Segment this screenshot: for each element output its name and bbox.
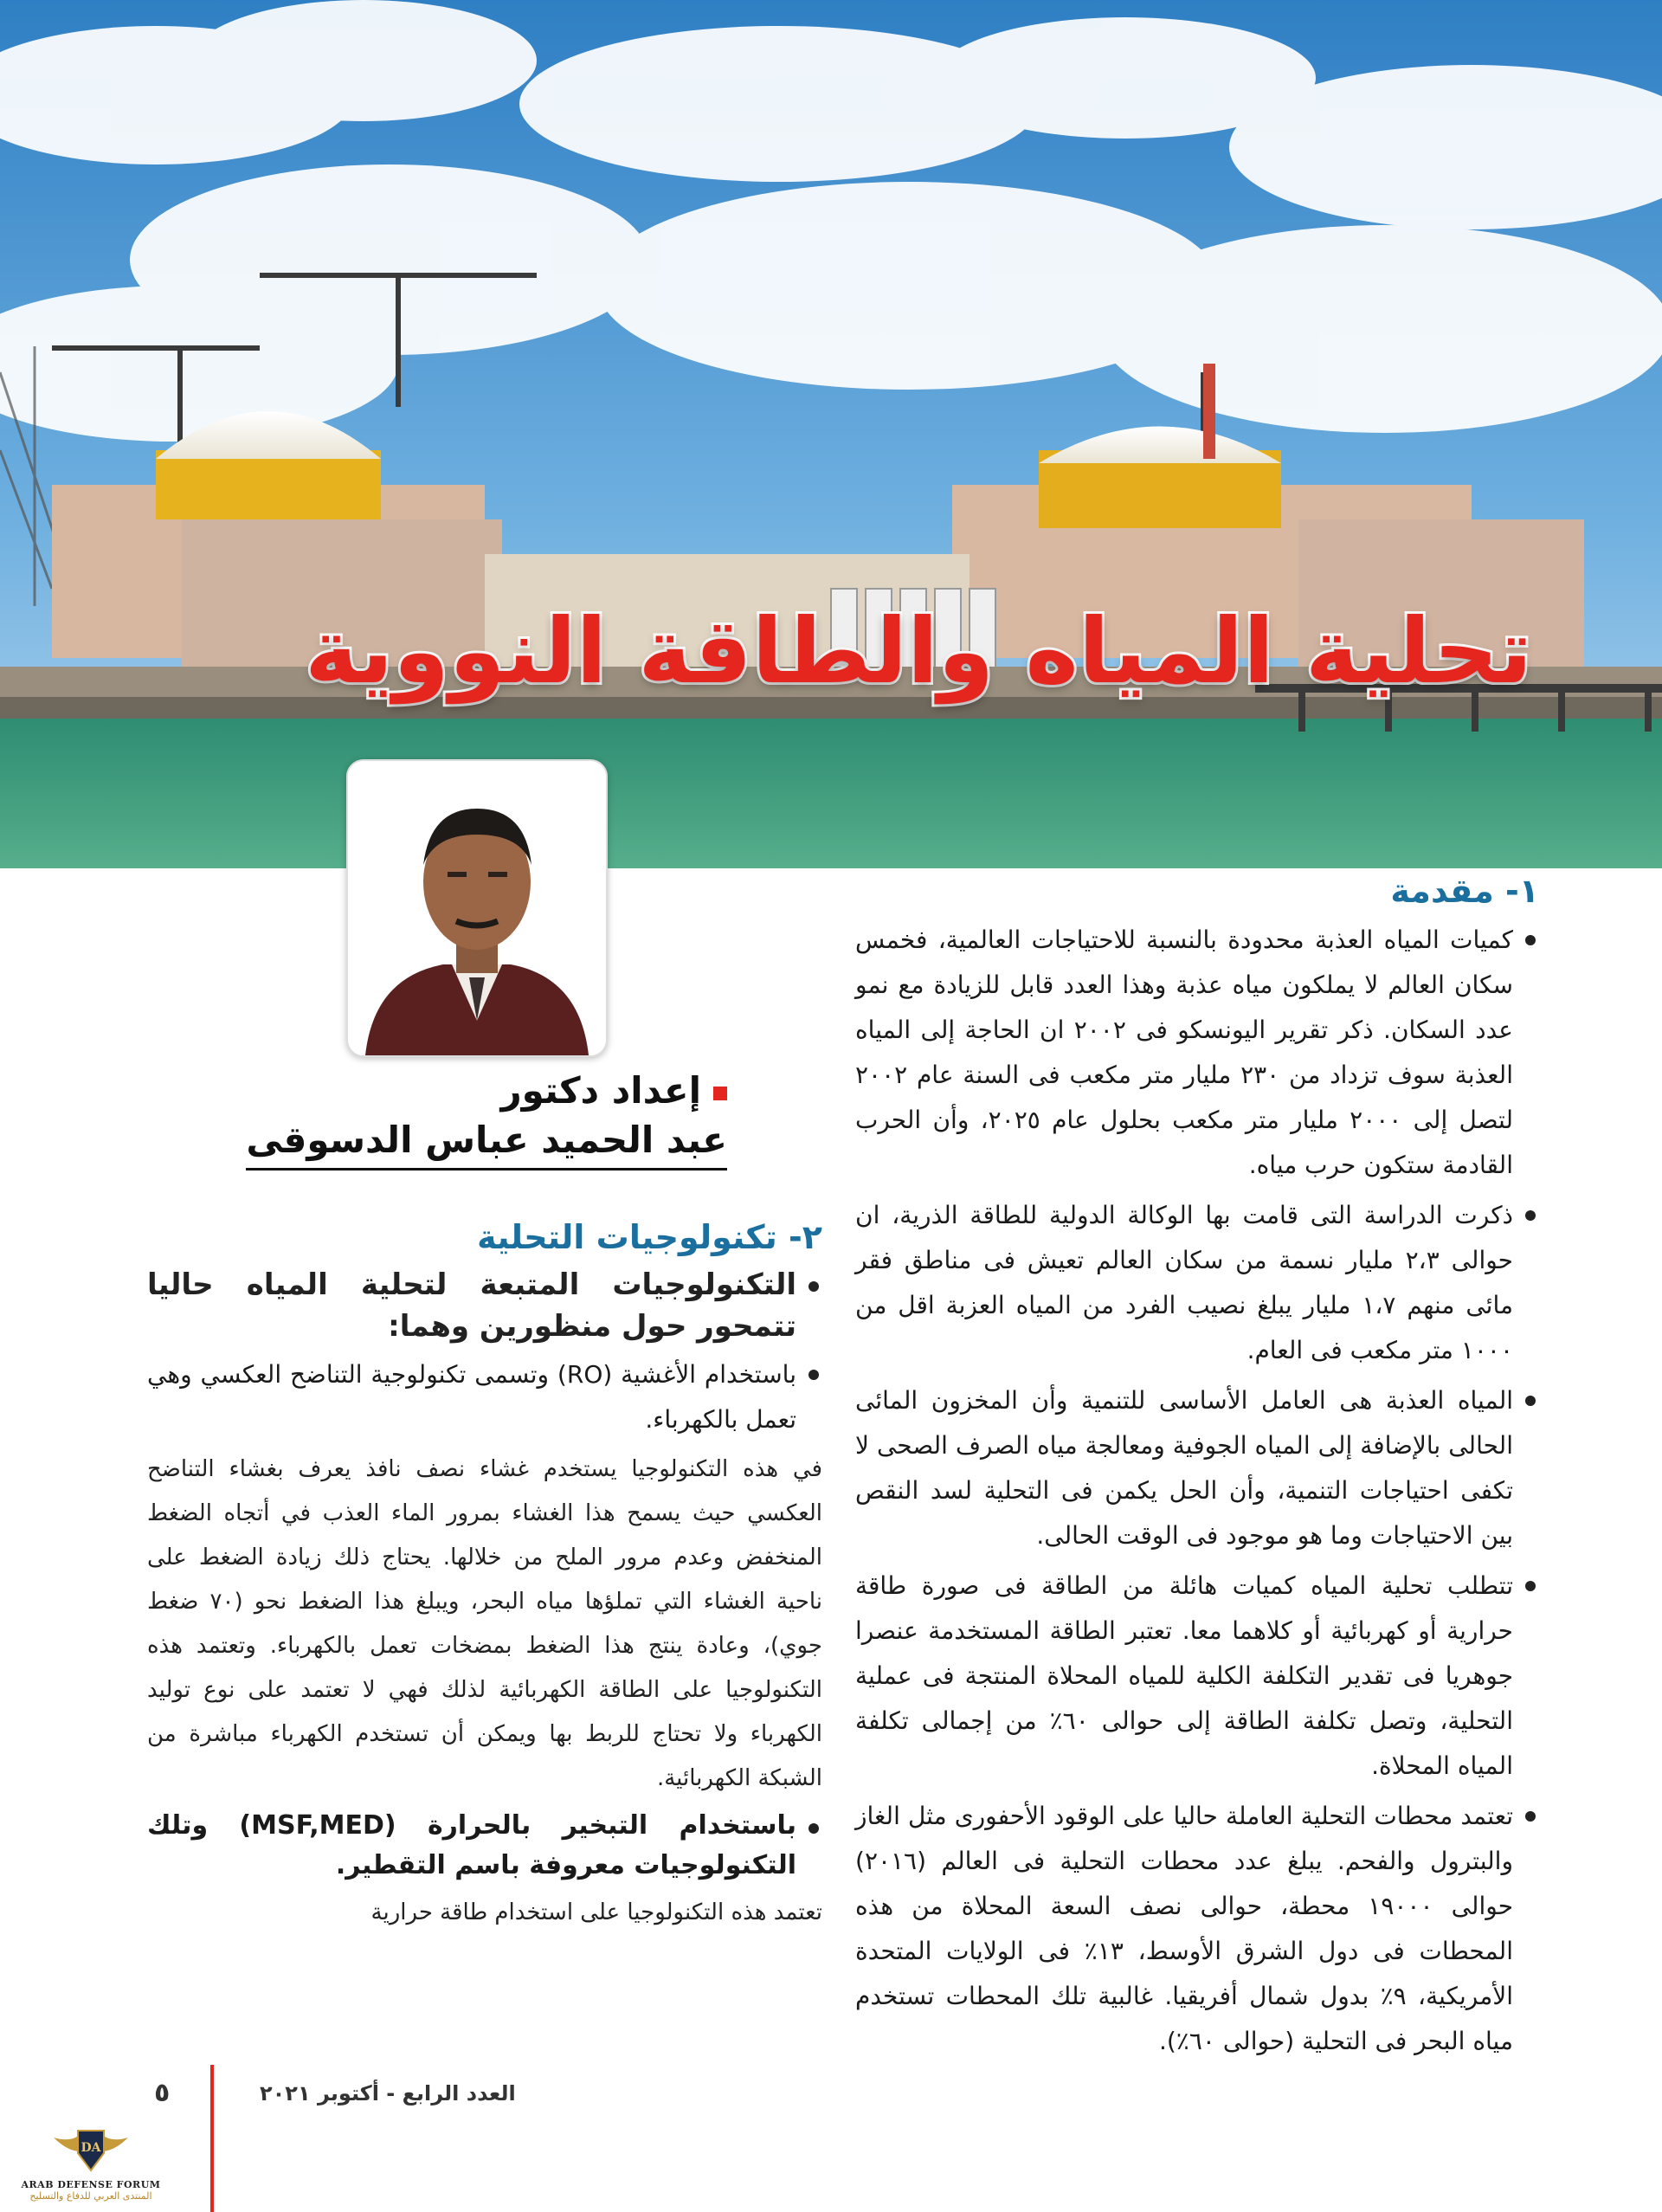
ro-paragraph: في هذه التكنولوجيا يستخدم غشاء نصف نافذ يعرف بغشاء التناضح العكسي حيث يسمح هذا الغشاء بمرور الماء العذب في أتجاه الضغط المنخفض وعدم مرور الملح من خلالها. يحتاج ذلك زيادة الضغط على ناحية الغشاء التي تملؤها مياه البحر، ويبلغ هذا الضغط نحو (٧٠ ضغط جوي)، وعادة ينتج هذا الضغط بمضخات تعمل بالكهرباء. وتعتمد هذه التكنولوجيا على الطاقة الكهربائية لذلك فهي لا تعتمد على نوع توليد الكهرباء ولا تحتاج للربط بها ويمكن أن تستخدم الكهرباء مباشرة من الشبكة الكهربائية. bbox=[147, 1456, 822, 1792]
page-number: ٥ bbox=[154, 2078, 171, 2108]
column-introduction bbox=[855, 870, 1539, 2069]
intro-bullet-1: كميات المياه العذبة محدودة بالنسبة للاحتياجات العالمية، فخمس سكان العالم لا يملكون مياه عذبة وهذا العدد قابل للزيادة مع نمو عدد السكان. ذكر تقرير اليونسكو فى ٢٠٠٢ ان الحاجة إلى المياه العذبة سوف تزداد من ٢٣٠ مليار متر مكعب فى السنة عام ٢٠٠٢ لتصل إلى ٢٠٠٠ مليار متر مكعب بحلول عام ٢٠٢٥، وأن الحرب القادمة ستكون حرب مياه. bbox=[855, 918, 1539, 1188]
technologies-lead: التكنولوجيات المتبعة لتحلية المياه حاليا تتمحور حول منظورين وهما: bbox=[147, 1264, 822, 1347]
issue-info: العدد الرابع - أكتوبر ٢٠٢١ bbox=[260, 2081, 516, 2106]
intro-bullet-3: المياه العذبة هى العامل الأساسى للتنمية وأن المخزون المائى الحالى بالإضافة إلى المياه الجوفية ومعالجة مياه الصرف الصحى لا تكفى احتياجات التنمية، وأن الحل يكمن فى التحلية لسد النقص بين الاحتياجات وما هو موجود فى الوقت الحالى. bbox=[855, 1378, 1539, 1558]
footer-divider bbox=[210, 2065, 214, 2212]
section-heading-introduction: ١- مقدمة bbox=[1390, 872, 1539, 910]
logo-text-arabic: المنتدى العربي للدفاع والتسليح bbox=[29, 2190, 152, 2202]
author-role-text: إعداد دكتور bbox=[500, 1069, 701, 1112]
msf-paragraph: تعتمد هذه التكنولوجيا على استخدام طاقة حرارية bbox=[370, 1899, 822, 1926]
shield-wings-icon bbox=[52, 2125, 130, 2176]
arab-defense-forum-logo bbox=[9, 2125, 173, 2212]
logo-mark: DA bbox=[81, 2141, 101, 2155]
intro-bullet-2: ذكرت الدراسة التى قامت بها الوكالة الدولية للطاقة الذرية، ان حوالى ٢،٣ مليار نسمة من سكان العالم تعيش فى مناطق فقر مائى منهم ١،٧ مليار يبلغ نصيب الفرد من المياه العزبة اقل من ١٠٠٠ متر مكعب فى العام. bbox=[855, 1193, 1539, 1373]
logo-text-english: ARAB DEFENSE FORUM bbox=[21, 2179, 161, 2190]
square-bullet-icon bbox=[713, 1087, 727, 1100]
page-title: تحلية المياه والطاقة النووية bbox=[305, 598, 1532, 704]
msf-bullet: باستخدام التبخير بالحرارة (MSF,MED) وتلك التكنولوجيات معروفة باسم التقطير. bbox=[147, 1806, 822, 1886]
author-role bbox=[216, 1067, 727, 1116]
intro-bullet-5: تعتمد محطات التحلية العاملة حاليا على الوقود الأحفورى مثل الغاز والبترول والفحم. يبلغ عدد محطات التحلية فى العالم (٢٠١٦) حوالى ١٩٠٠٠ محطة، حوالى نصف السعة المحلاة من هذه المحطات فى دول الشرق الأوسط، ١٣٪ فى الولايات المتحدة الأمريكية، ٩٪ بدول شمال أفريقيا. غالبية تلك المحطات تستخدم مياه البحر فى التحلية (حوالى ٦٠٪). bbox=[855, 1794, 1539, 2064]
author-photo bbox=[346, 759, 608, 1057]
column-technologies bbox=[147, 1216, 822, 1940]
section-heading-technologies: ٢- تكنولوجيات التحلية bbox=[477, 1218, 822, 1256]
ro-bullet: باستخدام الأغشية (RO) وتسمى تكنولوجية التناضح العكسي وهي تعمل بالكهرباء. bbox=[147, 1352, 822, 1442]
author-byline bbox=[216, 1067, 727, 1170]
intro-bullet-4: تتطلب تحلية المياه كميات هائلة من الطاقة فى صورة طاقة حرارية أو كهربائية أو كلاهما معا. تعتبر الطاقة المستخدمة عنصرا جوهريا فى تقدير التكلفة الكلية للمياه المحلاة المنتجة فى عملية التحلية، وتصل تكلفة الطاقة إلى حوالى ٦٠٪ من إجمالى تكلفة المياه المحلاة. bbox=[855, 1564, 1539, 1789]
author-name: عبد الحميد عباس الدسوقى bbox=[246, 1116, 727, 1171]
hero-photo bbox=[0, 0, 1662, 868]
